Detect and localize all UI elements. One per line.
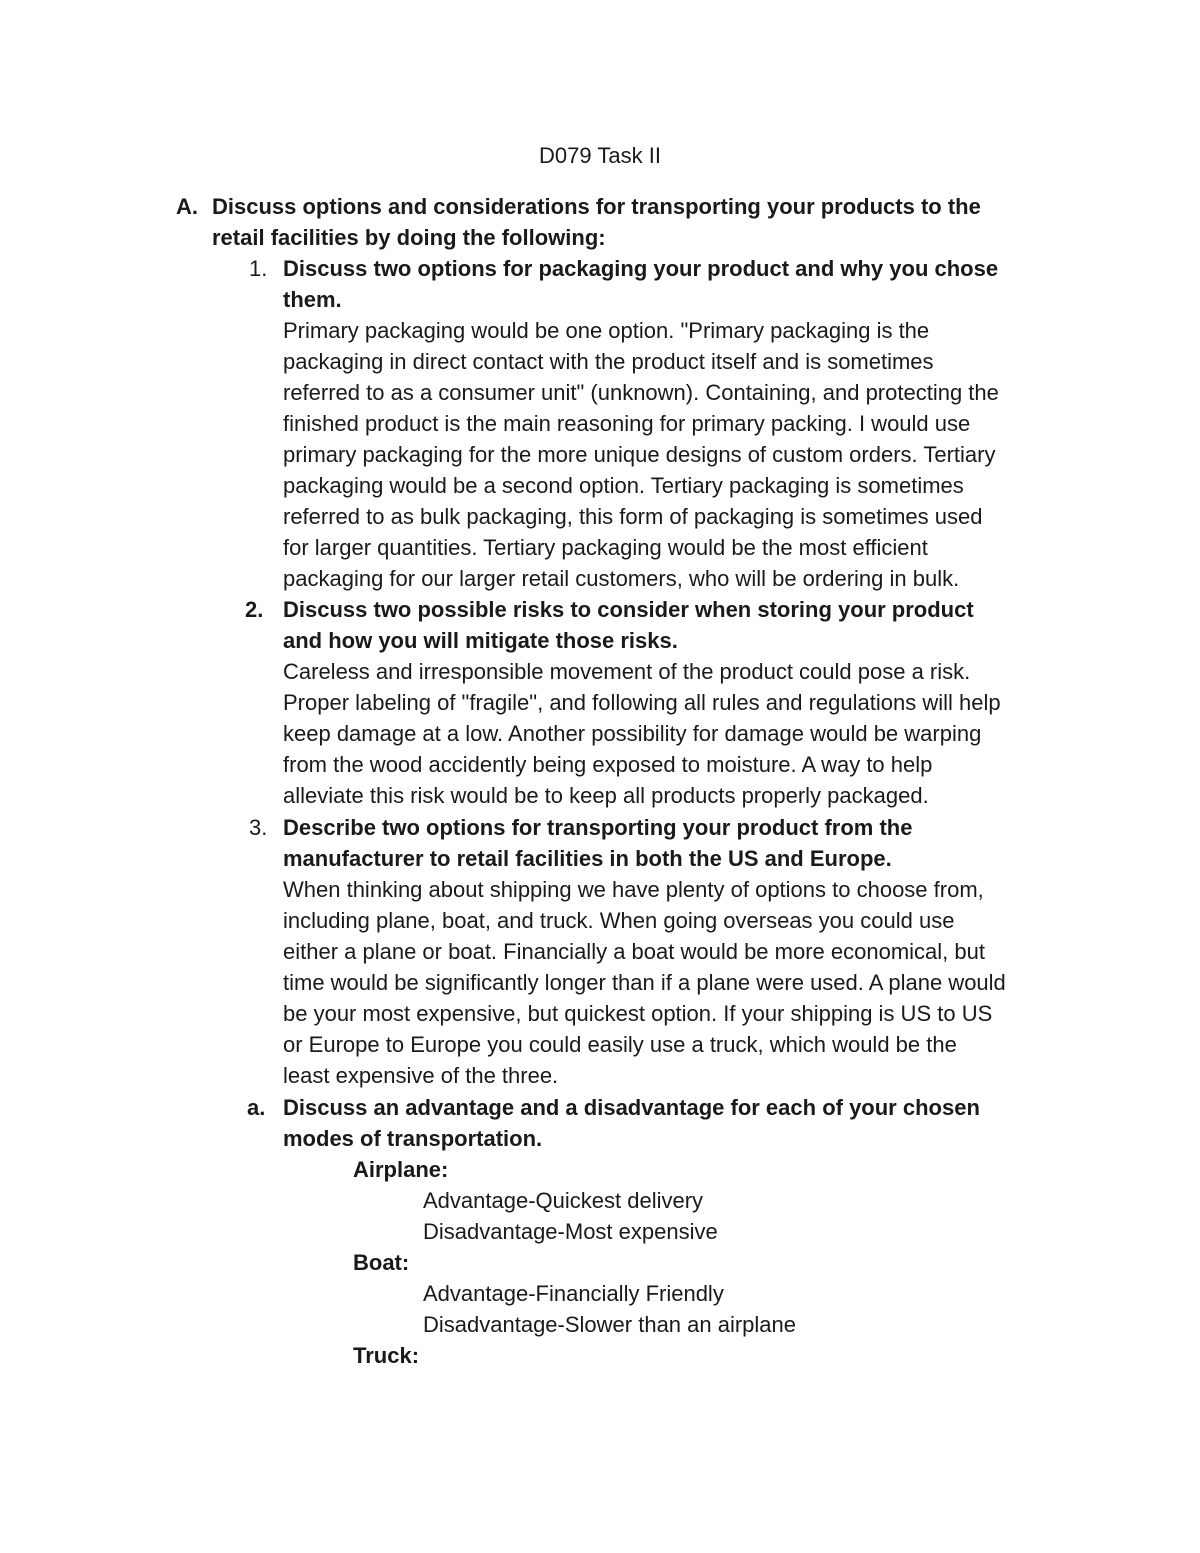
item-2-heading-line: and how you will mitigate those risks. [283, 628, 678, 653]
item-3-heading-line: manufacturer to retail facilities in both the US and Europe. [283, 846, 892, 871]
mode-airplane-label: Airplane: [353, 1157, 449, 1182]
item-3-marker: 3. [249, 815, 268, 840]
item-2-body-line: Proper labeling of "fragile", and following all rules and regulations will help [283, 690, 1001, 715]
item-3-body-line: be your most expensive, but quickest option. If your shipping is US to US [283, 1001, 993, 1026]
item-3-body-line: least expensive of the three. [283, 1063, 559, 1088]
item-a-marker: a. [247, 1095, 266, 1120]
item-2-heading-line: Discuss two possible risks to consider when storing your product [283, 597, 974, 622]
item-3-heading-line: Describe two options for transporting your product from the [283, 815, 913, 840]
item-1-body-line: for larger quantities. Tertiary packaging would be the most efficient [283, 535, 928, 560]
mode-airplane-advantage: Advantage-Quickest delivery [423, 1188, 704, 1213]
section-a-heading-line: Discuss options and considerations for transporting your products to the [212, 194, 981, 219]
item-1-body-line: packaging for our larger retail customers, who will be ordering in bulk. [283, 566, 960, 591]
item-1-body-line: packaging would be a second option. Tertiary packaging is sometimes [283, 473, 964, 498]
mode-boat-advantage: Advantage-Financially Friendly [423, 1281, 724, 1306]
item-2-marker: 2. [245, 597, 264, 622]
item-1-body-line: packaging in direct contact with the product itself and is sometimes [283, 349, 934, 374]
item-3-body-line: When thinking about shipping we have plenty of options to choose from, [283, 877, 984, 902]
item-2-body-line: from the wood accidently being exposed to moisture. A way to help [283, 752, 933, 777]
mode-truck-label: Truck: [353, 1343, 420, 1368]
item-a-heading-line: Discuss an advantage and a disadvantage for each of your chosen [283, 1095, 980, 1120]
mode-boat-disadvantage: Disadvantage-Slower than an airplane [423, 1312, 797, 1337]
item-1-heading-line: Discuss two options for packaging your product and why you chose [283, 256, 999, 281]
document-title: D079 Task II [539, 143, 661, 168]
item-1-body-line: referred to as bulk packaging, this form of packaging is sometimes used [283, 504, 983, 529]
item-2-body-line: Careless and irresponsible movement of the product could pose a risk. [283, 659, 971, 684]
item-1-heading-line: them. [283, 287, 342, 312]
mode-airplane-disadvantage: Disadvantage-Most expensive [423, 1219, 718, 1244]
section-a-heading-line: retail facilities by doing the following: [212, 225, 606, 250]
item-3-body-line: or Europe to Europe you could easily use a truck, which would be the [283, 1032, 957, 1057]
item-1-marker: 1. [249, 256, 268, 281]
item-3-body-line: including plane, boat, and truck. When going overseas you could use [283, 908, 955, 933]
item-2-body-line: alleviate this risk would be to keep all products properly packaged. [283, 783, 929, 808]
item-3-body-line: either a plane or boat. Financially a boat would be more economical, but [283, 939, 985, 964]
mode-boat-label: Boat: [353, 1250, 410, 1275]
item-3-body-line: time would be significantly longer than if a plane were used. A plane would [283, 970, 1006, 995]
item-a-heading-line: modes of transportation. [283, 1126, 543, 1151]
item-1-body-line: Primary packaging would be one option. "Primary packaging is the [283, 318, 930, 343]
item-1-body-line: referred to as a consumer unit" (unknown). Containing, and protecting the [283, 380, 999, 405]
item-1-body-line: finished product is the main reasoning for primary packing. I would use [283, 411, 971, 436]
item-2-body-line: keep damage at a low. Another possibility for damage would be warping [283, 721, 982, 746]
item-1-body-line: primary packaging for the more unique designs of custom orders. Tertiary [283, 442, 996, 467]
section-a-marker: A. [176, 194, 198, 219]
